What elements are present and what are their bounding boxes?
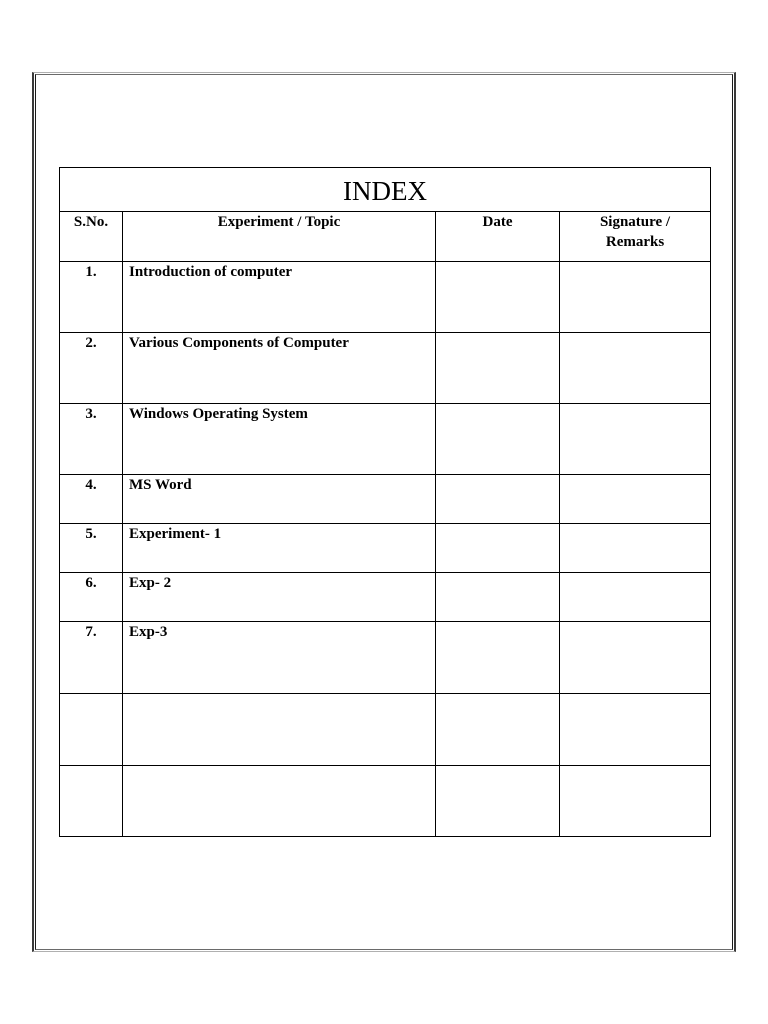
row-date	[436, 573, 560, 622]
row-topic-text: Exp- 2	[129, 575, 172, 591]
row-sno	[60, 622, 123, 694]
header-date-label: Date	[482, 214, 513, 230]
table-row	[60, 333, 711, 404]
row-sno	[60, 404, 123, 475]
header-sno	[60, 212, 123, 262]
row-sno	[60, 524, 123, 573]
row-remarks	[560, 333, 711, 404]
header-sno-label: S.No.	[73, 214, 109, 230]
row-sno-text: 1.	[85, 264, 97, 280]
index-title: INDEX	[343, 175, 428, 206]
header-remarks-label: Remarks	[605, 234, 665, 250]
row-sno	[60, 475, 123, 524]
row-remarks	[560, 766, 711, 837]
row-sno-text: 2.	[85, 335, 97, 351]
header-topic	[123, 212, 436, 262]
row-date	[436, 524, 560, 573]
row-date	[436, 404, 560, 475]
row-topic-text: Various Components of Computer	[129, 335, 349, 351]
index-title-cell	[60, 168, 711, 212]
row-remarks	[560, 262, 711, 333]
row-remarks	[560, 404, 711, 475]
table-row	[60, 475, 711, 524]
row-topic	[123, 404, 436, 475]
row-sno	[60, 766, 123, 837]
table-row	[60, 573, 711, 622]
table-row	[60, 404, 711, 475]
row-sno-text: 6.	[85, 575, 97, 591]
table-row-empty	[60, 694, 711, 766]
row-date	[436, 694, 560, 766]
table-row	[60, 524, 711, 573]
row-sno-text: 5.	[85, 526, 97, 542]
row-topic-text: MS Word	[129, 477, 192, 493]
header-date	[436, 212, 560, 262]
row-topic	[123, 475, 436, 524]
row-remarks	[560, 573, 711, 622]
header-topic-label: Experiment / Topic	[217, 214, 341, 230]
row-sno	[60, 694, 123, 766]
row-topic	[123, 573, 436, 622]
title-row	[60, 168, 711, 212]
row-topic	[123, 262, 436, 333]
row-sno	[60, 262, 123, 333]
row-topic-text: Exp-3	[129, 624, 168, 640]
table-row-empty	[60, 766, 711, 837]
header-signature-label: Signature /	[599, 214, 671, 230]
row-sno-text: 4.	[85, 477, 97, 493]
row-date	[436, 262, 560, 333]
row-topic-text: Windows Operating System	[129, 406, 308, 422]
row-sno-text: 7.	[85, 624, 97, 640]
header-signature	[560, 212, 711, 262]
header-row	[60, 212, 711, 262]
row-topic	[123, 622, 436, 694]
row-topic	[123, 766, 436, 837]
row-date	[436, 622, 560, 694]
row-topic	[123, 524, 436, 573]
row-sno	[60, 333, 123, 404]
row-sno	[60, 573, 123, 622]
row-remarks	[560, 524, 711, 573]
row-topic	[123, 333, 436, 404]
row-sno-text: 3.	[85, 406, 97, 422]
row-remarks	[560, 694, 711, 766]
row-date	[436, 766, 560, 837]
row-date	[436, 333, 560, 404]
table-row	[60, 622, 711, 694]
row-topic-text: Introduction of computer	[129, 264, 293, 280]
table-row	[60, 262, 711, 333]
row-topic	[123, 694, 436, 766]
row-remarks	[560, 475, 711, 524]
row-remarks	[560, 622, 711, 694]
row-topic-text: Experiment- 1	[129, 526, 222, 542]
index-table	[59, 167, 711, 837]
row-date	[436, 475, 560, 524]
